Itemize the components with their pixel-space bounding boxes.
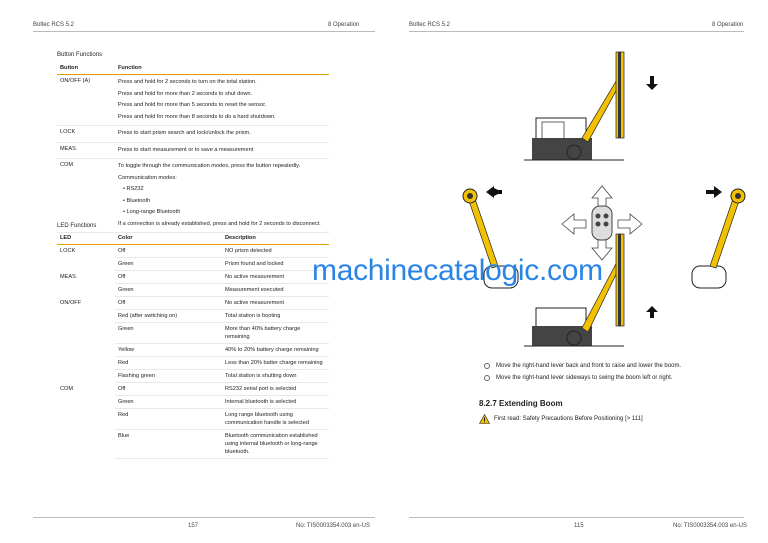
led-description: 40% to 20% battery charge remaining [222, 344, 329, 357]
bullet-text: Move the right-hand lever sideways to swing the boom left or right. [496, 375, 673, 381]
led-color: Red [115, 357, 222, 370]
footer-page-number: 115 [574, 523, 584, 529]
button-function [115, 75, 329, 126]
table-row [57, 142, 329, 159]
led-name: MEAS [60, 273, 76, 280]
function-line: Press to start measurement or to save a measurement [118, 146, 254, 153]
table-row [57, 271, 329, 284]
led-name [57, 310, 115, 323]
button-name: MEAS [57, 142, 115, 159]
table-row [57, 159, 329, 233]
led-description: Total station is shutting down [222, 370, 329, 383]
header-chapter: 8 Operation [712, 22, 744, 28]
led-description: Total station is booting [222, 310, 329, 323]
led-description: Prism found and locked [222, 258, 329, 271]
led-name [57, 323, 115, 344]
function-line: • Long-range Bluetooth [123, 209, 181, 215]
led-description: NO prism detected [222, 245, 329, 258]
led-description: More than 40% battery charge remaining [222, 323, 329, 344]
led-color: Green [115, 323, 222, 344]
led-functions-table [57, 232, 329, 459]
table-row [57, 370, 329, 383]
boom-movement-illustration [454, 38, 754, 358]
button-name: COM [57, 159, 115, 233]
safety-warning[interactable] [479, 414, 643, 424]
led-description: RS232 serial port is selected [222, 383, 329, 396]
table-row [57, 357, 329, 370]
header-chapter: 8 Operation [328, 22, 360, 28]
function-line: Press and hold for more than 2 seconds to shut down. [118, 90, 253, 97]
col-description: Description [222, 232, 329, 245]
led-color: Red (after switching on) [115, 310, 222, 323]
col-button: Button [57, 62, 115, 75]
led-description: No active measurement [222, 271, 329, 284]
arrow-right-outline-icon [618, 214, 642, 234]
led-description: Measurement executed [222, 284, 329, 297]
warning-link-text[interactable]: First read: Safety Precautions Before Positioning [> 111] [494, 416, 643, 422]
function-line: • Bluetooth [123, 197, 151, 204]
bullet-raise-lower [484, 363, 681, 369]
led-color: Red [115, 409, 222, 430]
led-color: Off [115, 383, 222, 396]
led-description: Bluetooth communication established using internal bluetooth or long-range bluetooth. [222, 430, 329, 459]
bullet-circle-icon [484, 375, 490, 381]
button-functions-table [57, 62, 329, 233]
led-name: COM [60, 385, 74, 392]
led-color: Off [115, 297, 222, 310]
led-name [57, 396, 115, 409]
warning-triangle-icon [479, 414, 490, 424]
footer-page-number: 157 [188, 523, 199, 529]
function-line: • RS232 [123, 186, 144, 192]
header-rule [409, 31, 744, 32]
led-description: Long range bluetooth using communication handle is selected [222, 409, 329, 430]
rig-raise-illustration [524, 52, 624, 160]
table-row [57, 396, 329, 409]
led-name [57, 284, 115, 297]
led-functions-title: LED Functions [57, 223, 97, 229]
function-line: Communication modes: [118, 174, 177, 181]
header-title: Boltec RCS 5.2 [409, 22, 451, 28]
led-name [57, 357, 115, 370]
led-description: Internal bluetooth is selected [222, 396, 329, 409]
rig-swing-right-illustration [692, 189, 745, 288]
led-color: Blue [115, 430, 222, 459]
led-name [57, 258, 115, 271]
led-color: Off [115, 245, 222, 258]
led-color: Green [115, 284, 222, 297]
arrow-left-icon [486, 186, 502, 198]
footer-rule [409, 517, 744, 518]
function-line: To toggle through the communication modes, press the button repeatedly. [118, 163, 301, 169]
joystick-icon [592, 206, 612, 240]
led-color: Yellow [115, 344, 222, 357]
led-name: LOCK [60, 248, 76, 254]
table-row [57, 75, 329, 126]
table-row [57, 258, 329, 271]
watermark: machinecatalogic.com [312, 254, 603, 287]
button-name: LOCK [57, 126, 115, 143]
table-row [57, 383, 329, 396]
button-function [115, 126, 329, 143]
table-row [57, 245, 329, 258]
function-line: Press to start prism search and lock/unlock the prism. [118, 130, 251, 136]
table-row [57, 323, 329, 344]
led-name [57, 409, 115, 430]
led-color: Green [115, 258, 222, 271]
header-rule [33, 31, 375, 32]
col-color: Color [115, 232, 222, 245]
table-row [57, 284, 329, 297]
led-color: Flashing green [115, 370, 222, 383]
bullet-swing [484, 375, 672, 381]
led-name: ON/OFF [60, 299, 82, 306]
led-description: No active measurement [222, 297, 329, 310]
function-line: If a connection is already established, press and hold for 2 seconds to disconnect. [118, 220, 321, 227]
function-line: Press and hold for 2 seconds to turn on the total station. [118, 79, 257, 85]
footer-doc-number: No: TIS0003354.003 en-US [673, 523, 747, 529]
arrow-right-icon [706, 186, 722, 198]
led-name [57, 344, 115, 357]
led-name [57, 370, 115, 383]
button-name: ON/OFF (A) [57, 75, 115, 126]
led-name [57, 430, 115, 459]
led-color: Green [115, 396, 222, 409]
table-row [57, 126, 329, 143]
footer-doc-number: No: TIS0003354.003 en-US [296, 523, 370, 529]
table-row [57, 344, 329, 357]
bullet-circle-icon [484, 363, 490, 369]
section-heading: 8.2.7 Extending Boom [479, 399, 563, 408]
header-title: Boltec RCS 5.2 [33, 22, 75, 28]
table-row [57, 430, 329, 459]
button-functions-title: Button Functions [57, 52, 103, 58]
bullet-text: Move the right-hand lever back and front to raise and lower the boom. [496, 363, 682, 369]
function-line: Press and hold for more than 8 seconds to do a hard shutdown. [118, 113, 276, 120]
table-row [57, 310, 329, 323]
col-led: LED [57, 232, 115, 245]
button-function [115, 142, 329, 159]
arrow-down-icon [646, 76, 658, 90]
arrow-left-outline-icon [562, 214, 586, 234]
arrow-up-icon [646, 306, 658, 318]
footer-rule [33, 517, 375, 518]
function-line: Press and hold for more than 5 seconds to reset the sensor. [118, 102, 267, 108]
button-function [115, 159, 329, 233]
led-color: Off [115, 271, 222, 284]
col-function: Function [115, 62, 329, 75]
table-row [57, 297, 329, 310]
led-description: Less than 20% batter charge remaining [222, 357, 329, 370]
table-row [57, 409, 329, 430]
